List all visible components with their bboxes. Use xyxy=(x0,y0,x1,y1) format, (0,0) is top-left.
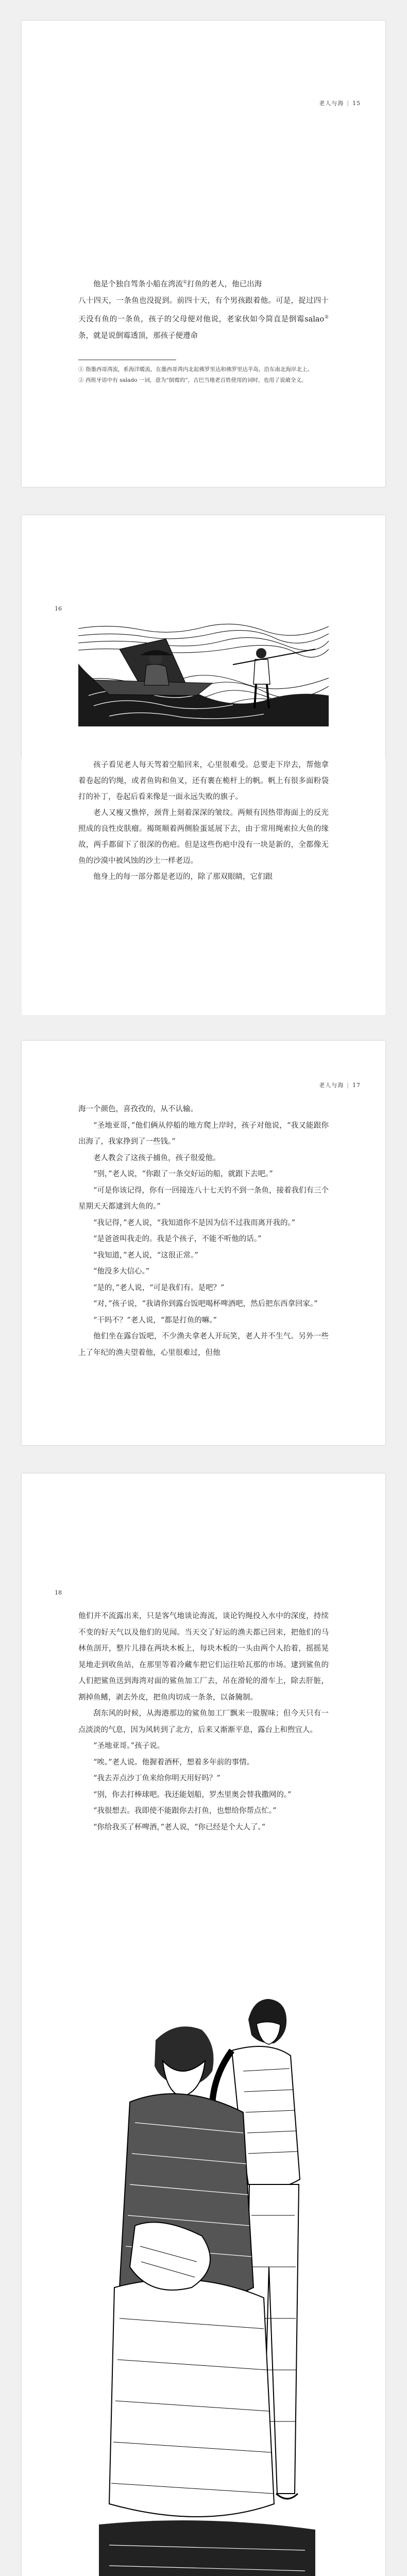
page-number: 16 xyxy=(55,605,62,612)
book-page-17 xyxy=(22,1041,385,1445)
paragraph: “干吗不？”老人说，“都是打鱼的嘛。” xyxy=(93,1316,217,1325)
paragraph: “我记得，”老人说，“我知道你不是因为信不过我而离开我的。” xyxy=(93,1218,296,1227)
book-page-16 xyxy=(22,515,385,757)
body-text xyxy=(78,274,329,344)
body-text xyxy=(78,1608,329,1836)
book-page-18 xyxy=(22,1473,385,2576)
paragraph: “我很想去。我即使不能跟你去打鱼，也想给你帮点忙。” xyxy=(93,1807,277,1815)
running-title: 老人与海 xyxy=(319,100,344,107)
paragraph: 他身上的每一部分都是老迈的，除了那双眼睛，它们跟 xyxy=(93,873,273,881)
paragraph: “别，你去打棒球吧。我还能划船，罗杰里奥会替我撒网的。” xyxy=(93,1790,292,1799)
paragraph: “唉。”老人说。他握着酒杯，想着多年前的事情。 xyxy=(93,1758,255,1767)
running-title: 老人与海 xyxy=(319,1082,344,1089)
paragraph: “是的，”老人说，“可是我们有。是吧？” xyxy=(93,1283,225,1292)
paragraph: “是爸爸叫我走的。我是个孩子，不能不听他的话。” xyxy=(93,1235,262,1243)
page-number: 18 xyxy=(55,1589,62,1596)
paragraph: “你给我买了杯啤酒，”老人说，“你已经是个大人了。” xyxy=(93,1823,266,1832)
paragraph: “对，”孩子说，“我请你到露台饭吧喝杯啤酒吧，然后把东西拿回家。” xyxy=(93,1300,318,1308)
paragraph: 孩子看见老人每天驾着空船回来，心里很难受。总要走下岸去，帮他拿着卷起的钓绳，或者鱼钩和鱼叉，还有裹在桅杆上的帆。帆上有很多面粉袋打的补丁，卷起后看来像是一面永远失败的旗子。 xyxy=(78,761,329,801)
footnotes xyxy=(78,360,329,387)
paragraph: 老人教会了这孩子捕鱼，孩子很爱他。 xyxy=(93,1154,221,1162)
footnote-ref[interactable]: ① xyxy=(183,280,188,285)
paragraph: 他们并不流露出来，只是客气地谈论海流，谈论钓绳投入水中的深度，持续不变的好天气以及他们的见闻。当天交了好运的渔夫都已回来，把他们的马林鱼剖开，整片儿排在两块木板上，每块木板的一头由两个人抬着，摇摇晃晃地走到收鱼站，在那里等着冷藏车把它们运往哈瓦那的市场。逮到鲨鱼的人们把鲨鱼送到海湾对面的鲨鱼加工厂去，吊在滑轮的滑车上，除去肝脏，割掉鱼鳍，剥去外皮，把鱼肉切成一条条，以备腌制。 xyxy=(78,1612,329,1702)
paragraph: 老人又瘦又憔悴，颈背上刻着深深的皱纹。两颊有因热带海面上的反光照成的良性皮肤瘤。褐斑顺着两侧脸蛋延展下去，由于常用绳索拉大鱼的缘故，两手都留下了很深的伤疤。但是这些伤疤中没有一块是新的，全都像无鱼的沙漠中被风蚀的沙土一样老迈。 xyxy=(78,809,329,865)
paragraph: “我去弄点沙丁鱼来给你明天用好吗？” xyxy=(93,1774,221,1783)
paragraph: “圣地亚哥，”他们俩从停船的地方爬上岸时，孩子对他说，“我又能跟你出海了，我家挣到了一些钱。” xyxy=(78,1121,329,1146)
paragraph: “可是你该记得，你有一回接连八十七天钓不到一条鱼，接着我们有三个星期天天都逮到大鱼的。” xyxy=(78,1186,329,1211)
boats-illustration xyxy=(78,618,329,726)
footnote: ② 西班牙语中有 salado 一词，意为“倒霉的”，古巴当地老百姓使用的词时，也用了说破全义。 xyxy=(78,377,307,383)
salao-term: salao xyxy=(304,315,325,324)
paragraph: “别，”老人说，“你跟了一条交好运的船，就跟下去吧。” xyxy=(93,1170,273,1178)
body-text xyxy=(78,1101,329,1361)
oldman-boy-illustration xyxy=(99,1958,315,2576)
paragraph: 海一个颜色，喜孜孜的，从不认输。 xyxy=(78,1105,198,1113)
paragraph: 八十四天，一条鱼也没捉到。前四十天，有个男孩跟着他。可是，捉过四十天没有鱼的一条鱼，孩子的父母便对他说，老家伙如今简直是倒霉salao②条，就是说倒霉透顶，那孩子便遵命 xyxy=(78,296,329,340)
footnote-ref[interactable]: ② xyxy=(324,314,329,320)
woodcut-sea-scene xyxy=(78,618,329,726)
paragraph: “我知道，”老人说，“这很正常。” xyxy=(93,1251,198,1260)
woodcut-figures xyxy=(99,1958,315,2576)
book-page-15 xyxy=(22,21,385,487)
paragraph: “他没多大信心。” xyxy=(93,1267,150,1276)
body-text xyxy=(78,757,329,885)
paragraph: 他是个独自驾条小船在湾流①打鱼的老人，他已出海 xyxy=(93,280,262,289)
paragraph: 他们坐在露台饭吧，不少渔夫拿老人开玩笑，老人并不生气。另外一些上了年纪的渔夫望着他，心里很难过，但他 xyxy=(78,1332,329,1357)
paragraph: 刮东风的时候，从海港那边的鲨鱼加工厂飘来一股腥味；但今天只有一点淡淡的气息，因为风转到了北方，后来又渐渐平息，露台上和煦宜人。 xyxy=(78,1709,329,1734)
running-head: 老人与海 | 17 xyxy=(319,1082,361,1089)
page-number: 15 xyxy=(352,100,361,107)
page-number: 17 xyxy=(352,1082,361,1089)
book-page-16-text xyxy=(22,732,385,1015)
running-head: 老人与海 | 15 xyxy=(319,100,361,107)
paragraph: “圣地亚哥。”孩子说。 xyxy=(93,1742,165,1750)
footnote: ① 指墨西哥湾流，系海洋暖流，在墨西哥湾内北起佛罗里达和佛罗里达半岛，沿东南北海岸北上。 xyxy=(78,366,313,372)
